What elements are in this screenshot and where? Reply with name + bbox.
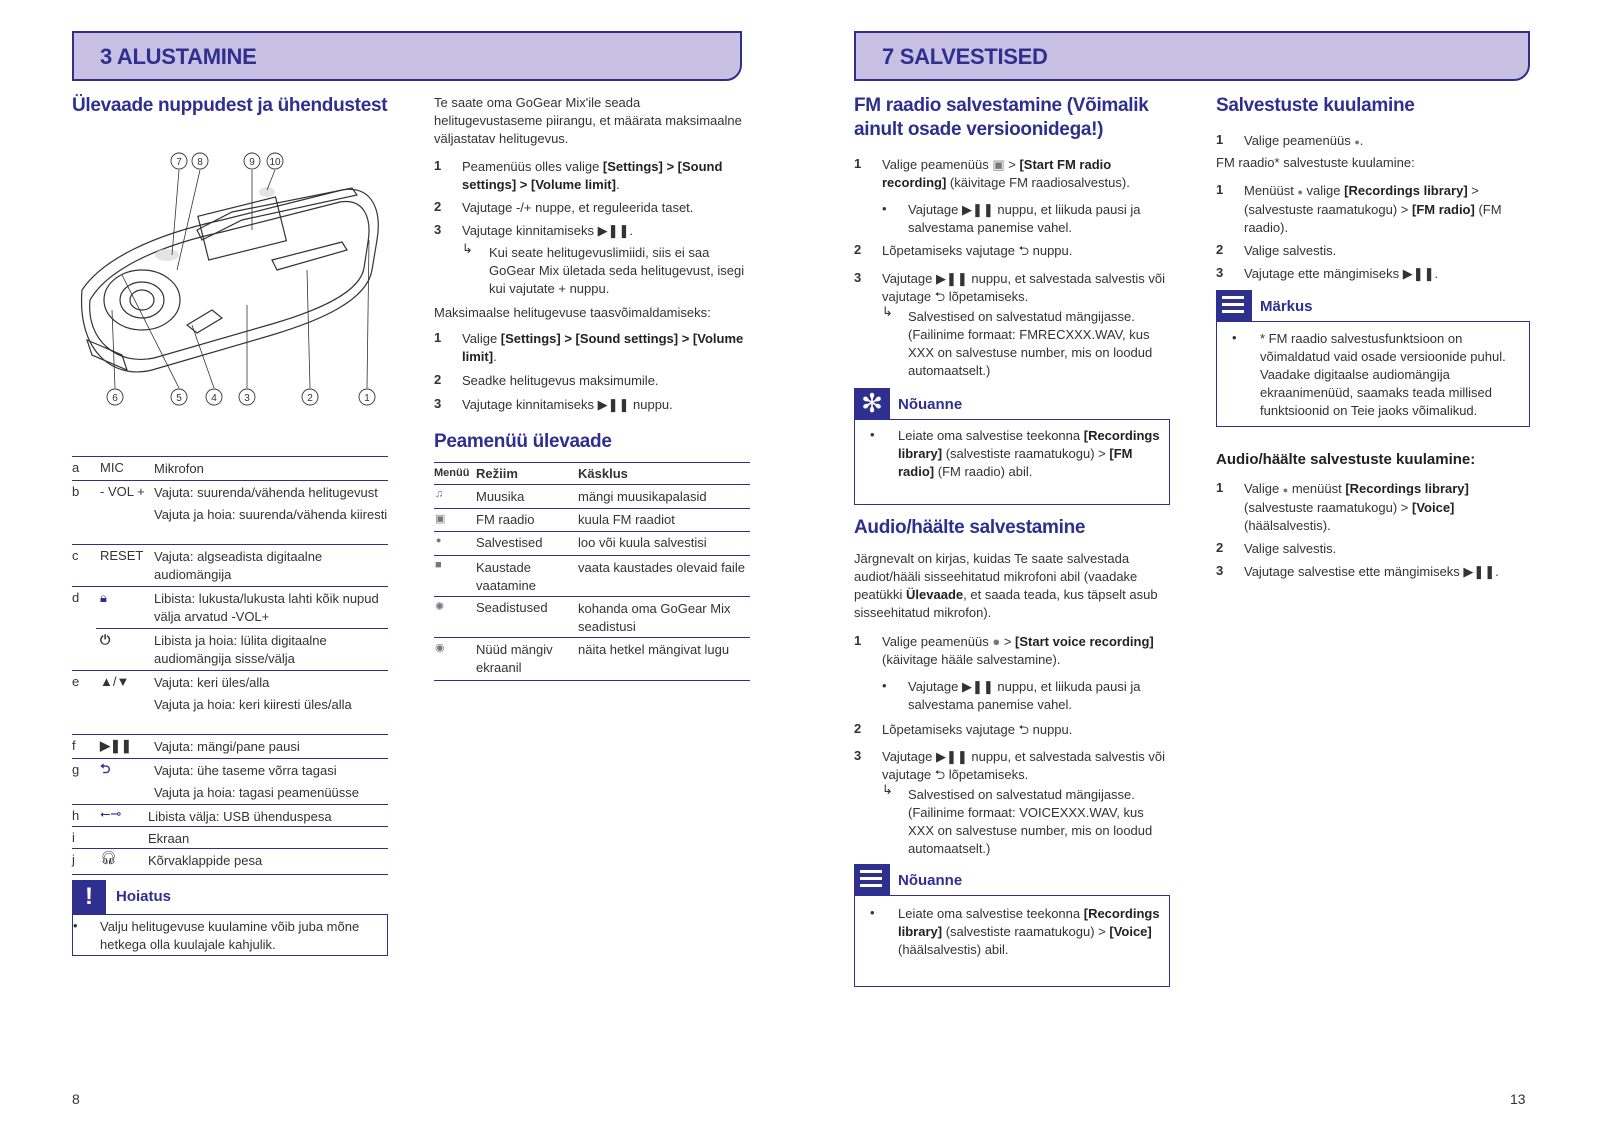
- control-name: RESET: [100, 548, 144, 563]
- tip-title: Nõuanne: [898, 872, 963, 889]
- settings-icon: ✺: [435, 601, 445, 613]
- control-desc: Vajuta ja hoia: tagasi peamenüüsse: [154, 785, 360, 800]
- menu-header: Režiim: [476, 466, 518, 481]
- restore-step-2: Seadke helitugevus maksimumile.: [462, 373, 659, 388]
- note-lines-icon: [1216, 290, 1252, 321]
- folder-icon: ■: [435, 559, 442, 571]
- diagram-label-2: 2: [307, 393, 313, 404]
- fm-step-1: Valige peamenüüs ▣ > [Start FM radio recording] (käivitage FM raadiosalvestus).: [882, 157, 1130, 190]
- control-desc: Mikrofon: [154, 461, 204, 476]
- control-key: i: [72, 830, 75, 845]
- control-desc: Ekraan: [148, 831, 190, 846]
- warning-title: Hoiatus: [116, 888, 172, 905]
- chapter-header-left: [72, 31, 742, 81]
- menu-command: kohanda oma GoGear Mix seadistusi: [578, 601, 731, 634]
- fm-step-3: Vajutage ▶❚❚ nuppu, et salvestada salvestis või vajutage ⮌ lõpetamiseks.: [882, 271, 1166, 304]
- control-desc: Vajuta: keri üles/alla: [154, 675, 270, 690]
- fm-step-1-bullet: Vajutage ▶❚❚ nuppu, et liikuda pausi ja salvestama panemise vahel.: [908, 202, 1141, 235]
- menu-mode: Muusika: [476, 489, 525, 504]
- power-icon: ⏻: [100, 632, 111, 647]
- voice-listen-title: Audio/häälte salvestuste kuulamine:: [1216, 451, 1476, 468]
- usb-icon: ⭠⊸: [100, 806, 122, 821]
- page-number-right: 13: [1510, 1091, 1526, 1107]
- menu-mode: FM raadio: [476, 512, 535, 527]
- control-desc: Vajuta ja hoia: suurenda/vähenda kiiresti: [154, 507, 388, 522]
- diagram-label-7: 7: [176, 157, 182, 168]
- control-key: g: [72, 762, 80, 777]
- control-key: e: [72, 674, 80, 689]
- overview-title: Ülevaade nuppudest ja ühendustest: [72, 95, 388, 116]
- menu-command: kuula FM raadiot: [578, 512, 675, 527]
- result-arrow-icon: ↳: [462, 241, 473, 256]
- control-desc: Vajuta: mängi/pane pausi: [154, 739, 300, 754]
- control-key: b: [72, 484, 80, 499]
- volume-step-3: Vajutage kinnitamiseks ▶❚❚.: [462, 223, 633, 238]
- restore-step-3: Vajutage kinnitamiseks ▶❚❚ nuppu.: [462, 397, 673, 412]
- control-name: MIC: [100, 460, 124, 475]
- control-desc: Kõrvaklappide pesa: [148, 853, 263, 868]
- note-text: * FM raadio salvestusfunktsioon on võimaldatud vaid osade versioonide puhul. Vaadake digitaalse audiomängija ekraanimenüüd, saamaks teada millised funktsioonid on Teie jaoks võimalikud.: [1260, 331, 1506, 418]
- voice-intro: Järgnevalt on kirjas, kuidas Te saate salvestada audiot/hääli sisseehitatud mikrofoni abil (vaadake peatükki Ülevaade, et saada teada, kus täpselt asub sisseehitatud mikrofon).: [854, 551, 1158, 620]
- result-arrow-icon: ↳: [882, 782, 893, 797]
- menu-mode: Seadistused: [476, 600, 548, 615]
- back-icon: ⮌: [100, 761, 111, 776]
- listen-fm-step-3: Vajutage ette mängimiseks ▶❚❚.: [1244, 266, 1439, 281]
- asterisk-icon: ✻: [854, 388, 890, 419]
- note-title: Märkus: [1260, 298, 1313, 315]
- page-number-left: 8: [72, 1091, 80, 1107]
- menu-command: loo või kuula salvestisi: [578, 535, 707, 550]
- listen-step-1: Valige peamenüüs ●.: [1244, 133, 1364, 148]
- listen-fm-step-2: Valige salvestis.: [1244, 243, 1337, 258]
- lock-icon: 🔒︎: [100, 590, 107, 605]
- device-diagram: [72, 150, 392, 420]
- diagram-label-4: 4: [211, 393, 217, 404]
- menu-header: Käsklus: [578, 466, 628, 481]
- tip-text: Leiate oma salvestise teekonna [Recordings library] (salvestiste raamatukogu) > [FM radio] (FM raadio) abil.: [898, 428, 1160, 479]
- menu-mode: Kaustade vaatamine: [476, 560, 536, 593]
- diagram-label-3: 3: [244, 393, 250, 404]
- fm-step-3-result: Salvestised on salvestatud mängijasse. (Failinime formaat: FMRECXXX.WAV, kus XXX on salvestuse number, mis on loodud automaatselt.): [908, 309, 1153, 378]
- now-playing-icon: ◉: [435, 642, 445, 654]
- volume-step-1: Peamenüüs olles valige [Settings] > [Sound settings] > [Volume limit].: [462, 159, 723, 192]
- control-key: c: [72, 548, 79, 563]
- volume-step-2: Vajutage -/+ nuppe, et reguleerida taset.: [462, 200, 694, 215]
- voice-step-3: Vajutage ▶❚❚ nuppu, et salvestada salvestis või vajutage ⮌ lõpetamiseks.: [882, 749, 1166, 782]
- tip-title: Nõuanne: [898, 396, 963, 413]
- control-key: h: [72, 808, 80, 823]
- menu-command: näita hetkel mängivat lugu: [578, 642, 730, 657]
- diagram-label-8: 8: [197, 157, 203, 168]
- note-lines-icon: [854, 864, 890, 895]
- warning-icon: !: [72, 880, 106, 914]
- diagram-label-1: 1: [364, 393, 370, 404]
- control-name: ▲/▼: [100, 674, 130, 689]
- warning-text: Valju helitugevuse kuulamine võib juba mõne hetkega olla kuulajale kahjulik.: [100, 919, 360, 952]
- listen-fm-intro: FM raadio* salvestuste kuulamine:: [1216, 155, 1415, 170]
- menu-title: Peamenüü ülevaade: [434, 431, 612, 452]
- control-name: - VOL +: [100, 484, 145, 499]
- radio-icon: ▣: [435, 513, 446, 525]
- listen-title: Salvestuste kuulamine: [1216, 95, 1415, 116]
- voice-title: Audio/häälte salvestamine: [854, 517, 1086, 538]
- diagram-label-6: 6: [112, 393, 118, 404]
- control-desc: Vajuta: ühe taseme võrra tagasi: [154, 763, 337, 778]
- diagram-label-10: 10: [269, 157, 281, 168]
- control-desc: Libista ja hoia: lülita digitaalne audiomängija sisse/välja: [154, 633, 327, 666]
- menu-command: mängi muusikapalasid: [578, 489, 707, 504]
- volume-result: Kui seate helitugevuslimiidi, siis ei saa GoGear Mix ületada seda helitugevust, isegi kui vajutate + nuppu.: [489, 245, 745, 296]
- voice-step-1-bullet: Vajutage ▶❚❚ nuppu, et liikuda pausi ja salvestama panemise vahel.: [908, 679, 1141, 712]
- fm-title: FM raadio salvestamine (Võimalik ainult osade versioonidega!): [854, 95, 1149, 140]
- control-desc: Libista: lukusta/lukusta lahti kõik nupud välja arvatud -VOL+: [154, 591, 379, 624]
- voice-listen-step-3: Vajutage salvestise ette mängimiseks ▶❚❚.: [1244, 564, 1499, 579]
- menu-mode: Salvestised: [476, 535, 543, 550]
- voice-listen-step-1: Valige ● menüüst [Recordings library] (salvestuste raamatukogu) > [Voice] (häälsalvestis).: [1244, 481, 1469, 533]
- control-desc: Vajuta ja hoia: keri kiiresti üles/alla: [154, 697, 352, 712]
- control-desc: Libista välja: USB ühenduspesa: [148, 809, 332, 824]
- voice-listen-step-2: Valige salvestis.: [1244, 541, 1337, 556]
- voice-step-3-result: Salvestised on salvestatud mängijasse. (Failinime formaat: VOICEXXX.WAV, kus XXX on salvestuse number, mis on loodud automaatselt.): [908, 787, 1153, 856]
- control-key: a: [72, 460, 80, 475]
- listen-fm-step-1: Menüüst ● valige [Recordings library] > (salvestuste raamatukogu) > [FM radio] (FM raadio).: [1244, 183, 1502, 235]
- diagram-label-5: 5: [176, 393, 182, 404]
- control-desc: Vajuta: algseadista digitaalne audiomängija: [154, 549, 323, 582]
- control-key: j: [72, 852, 75, 867]
- voice-step-2: Lõpetamiseks vajutage ⮌ nuppu.: [882, 722, 1073, 737]
- control-desc: Vajuta: suurenda/vähenda helitugevust: [154, 485, 378, 500]
- volume-intro: Te saate oma GoGear Mix'ile seada helitugevustaseme piirangu, et määrata maksimaalne väljastatav helitugevus.: [434, 95, 742, 146]
- voice-step-1: Valige peamenüüs ● > [Start voice recording] (käivitage hääle salvestamine).: [882, 634, 1154, 667]
- chapter-title: 3 ALUSTAMINE: [100, 44, 257, 69]
- menu-command: vaata kaustades olevaid faile: [578, 560, 745, 575]
- menu-header: Menüü: [434, 467, 470, 479]
- fm-step-2: Lõpetamiseks vajutage ⮌ nuppu.: [882, 243, 1073, 258]
- headphones-icon: 🎧︎: [100, 850, 117, 865]
- control-key: f: [72, 738, 76, 753]
- menu-mode: Nüüd mängiv ekraanil: [476, 642, 553, 675]
- music-icon: ♫: [435, 488, 444, 500]
- microphone-icon: ●: [436, 535, 442, 545]
- result-arrow-icon: ↳: [882, 304, 893, 319]
- tip-text: Leiate oma salvestise teekonna [Recordings library] (salvestiste raamatukogu) > [Voice] (häälsalvestis) abil.: [898, 906, 1160, 957]
- chapter-header-right: [854, 31, 1530, 81]
- diagram-label-9: 9: [249, 157, 255, 168]
- restore-intro: Maksimaalse helitugevuse taasvõimaldamiseks:: [434, 305, 711, 320]
- chapter-title: 7 SALVESTISED: [882, 44, 1048, 69]
- control-name: ▶❚❚: [100, 738, 132, 753]
- control-key: d: [72, 590, 80, 605]
- restore-step-1: Valige [Settings] > [Sound settings] > [Volume limit].: [462, 331, 744, 364]
